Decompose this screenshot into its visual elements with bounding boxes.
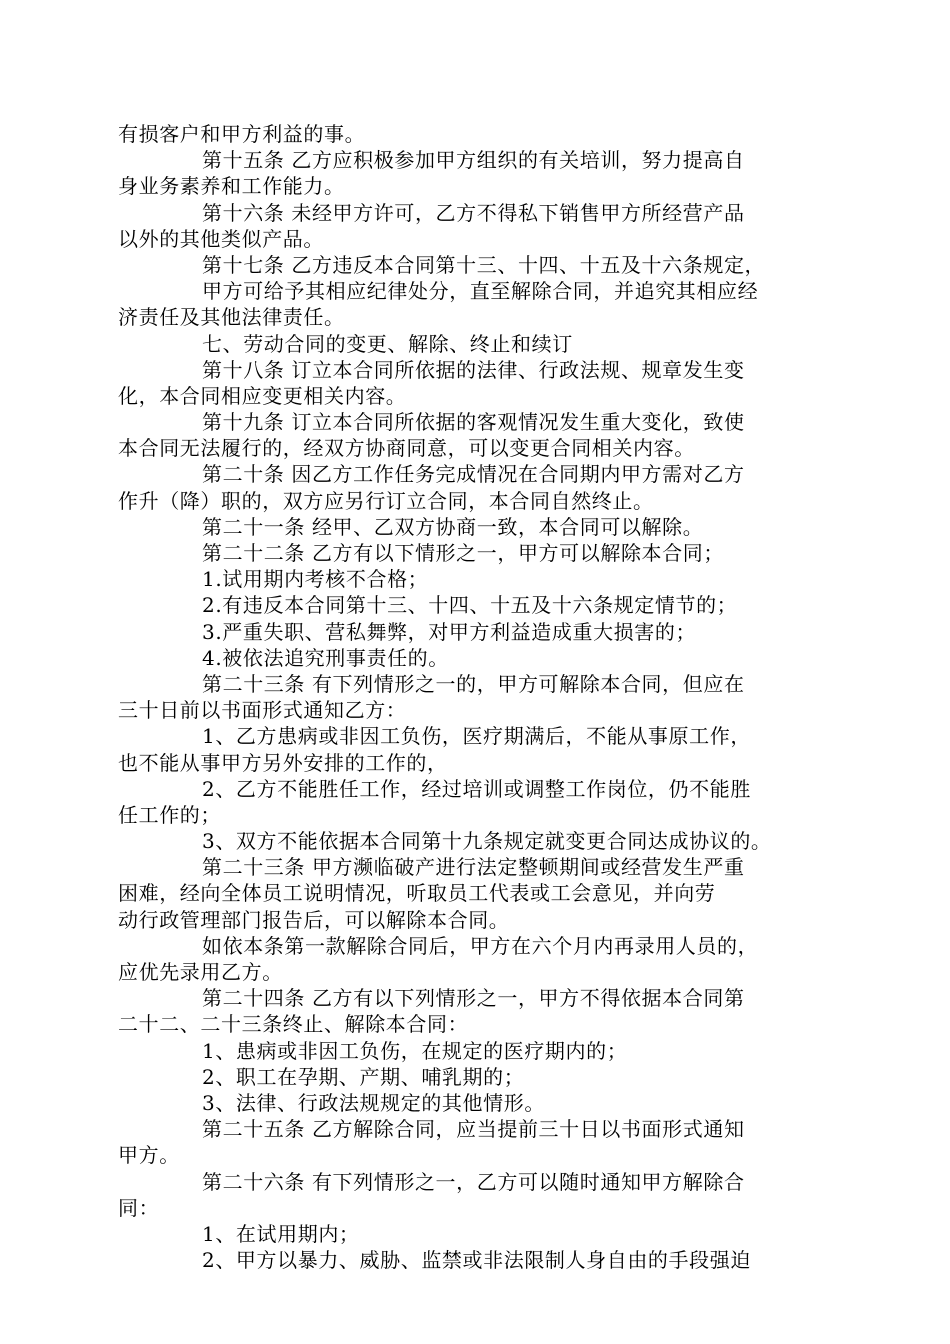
text-line: 第十六条 未经甲方许可，乙方不得私下销售甲方所经营产品 <box>202 200 745 225</box>
text-line: 第二十六条 有下列情形之一，乙方可以随时通知甲方解除合 <box>202 1169 745 1194</box>
text-line: 七、劳动合同的变更、解除、终止和续订 <box>202 331 573 356</box>
text-line: 甲方可给予其相应纪律处分，直至解除合同，并追究其相应经 <box>202 279 759 304</box>
text-line: 困难，经向全体员工说明情况，听取员工代表或工会意见，并向劳 <box>118 881 716 906</box>
text-line: 第二十条 因乙方工作任务完成情况在合同期内甲方需对乙方 <box>202 462 745 487</box>
text-line: 三十日前以书面形式通知乙方： <box>118 698 407 723</box>
text-line: 任工作的； <box>118 802 221 827</box>
text-line: 同： <box>118 1195 160 1220</box>
text-line: 第二十四条 乙方有以下列情形之一，甲方不得依据本合同第 <box>202 986 745 1011</box>
text-line: 动行政管理部门报告后，可以解除本合同。 <box>118 907 510 932</box>
text-line: 本合同无法履行的，经双方协商同意，可以变更合同相关内容。 <box>118 436 695 461</box>
text-line: 作升（降）职的，双方应另行订立合同，本合同自然终止。 <box>118 488 654 513</box>
text-line: 如依本条第一款解除合同后，甲方在六个月内再录用人员的， <box>202 933 759 958</box>
text-line: 第十五条 乙方应积极参加甲方组织的有关培训，努力提高自 <box>202 148 745 173</box>
text-line: 济责任及其他法律责任。 <box>118 305 345 330</box>
text-line: 身业务素养和工作能力。 <box>118 174 345 199</box>
document-body <box>118 121 808 1273</box>
text-line: 3、双方不能依据本合同第十九条规定就变更合同达成协议的。 <box>202 829 772 854</box>
text-line: 3.严重失职、营私舞弊，对甲方利益造成重大损害的； <box>202 619 697 644</box>
text-line: 也不能从事甲方另外安排的工作的， <box>118 750 448 775</box>
text-line: 第二十三条 有下列情形之一的，甲方可解除本合同，但应在 <box>202 671 745 696</box>
text-line: 第十九条 订立本合同所依据的客观情况发生重大变化，致使 <box>202 410 745 435</box>
text-line: 应优先录用乙方。 <box>118 960 283 984</box>
text-line: 第二十五条 乙方解除合同，应当提前三十日以书面形式通知 <box>202 1117 745 1142</box>
text-line: 第十八条 订立本合同所依据的法律、行政法规、规章发生变 <box>202 357 745 382</box>
text-line: 第十七条 乙方违反本合同第十三、十四、十五及十六条规定， <box>202 252 766 277</box>
text-line: 1、患病或非因工负伤，在规定的医疗期内的； <box>202 1038 628 1063</box>
text-line: 第二十三条 甲方濒临破产进行法定整顿期间或经营发生严重 <box>202 855 745 880</box>
text-line: 1、在试用期内； <box>202 1221 360 1246</box>
text-line: 二十二、二十三条终止、解除本合同： <box>118 1012 469 1037</box>
text-line: 2.有违反本合同第十三、十四、十五及十六条规定情节的； <box>202 593 738 618</box>
text-line: 4.被依法追究刑事责任的。 <box>202 645 449 670</box>
text-line: 第二十二条 乙方有以下情形之一，甲方可以解除本合同； <box>202 541 724 565</box>
text-line: 有损客户和甲方利益的事。 <box>118 122 366 146</box>
text-line: 1、乙方患病或非因工负伤，医疗期满后，不能从事原工作， <box>202 724 751 749</box>
text-line: 2、乙方不能胜任工作，经过培训或调整工作岗位，仍不能胜 <box>202 776 751 801</box>
text-line: 第二十一条 经甲、乙双方协商一致，本合同可以解除。 <box>202 514 704 539</box>
text-line: 3、法律、行政法规规定的其他情形。 <box>202 1090 545 1115</box>
text-line: 甲方。 <box>118 1143 180 1168</box>
text-line: 1.试用期内考核不合格； <box>202 567 429 592</box>
text-line: 2、甲方以暴力、威胁、监禁或非法限制人身自由的手段强迫 <box>202 1248 751 1273</box>
text-line: 2、职工在孕期、产期、哺乳期的； <box>202 1064 525 1089</box>
text-line: 以外的其他类似产品。 <box>118 226 324 251</box>
text-line: 化，本合同相应变更相关内容。 <box>118 383 407 408</box>
